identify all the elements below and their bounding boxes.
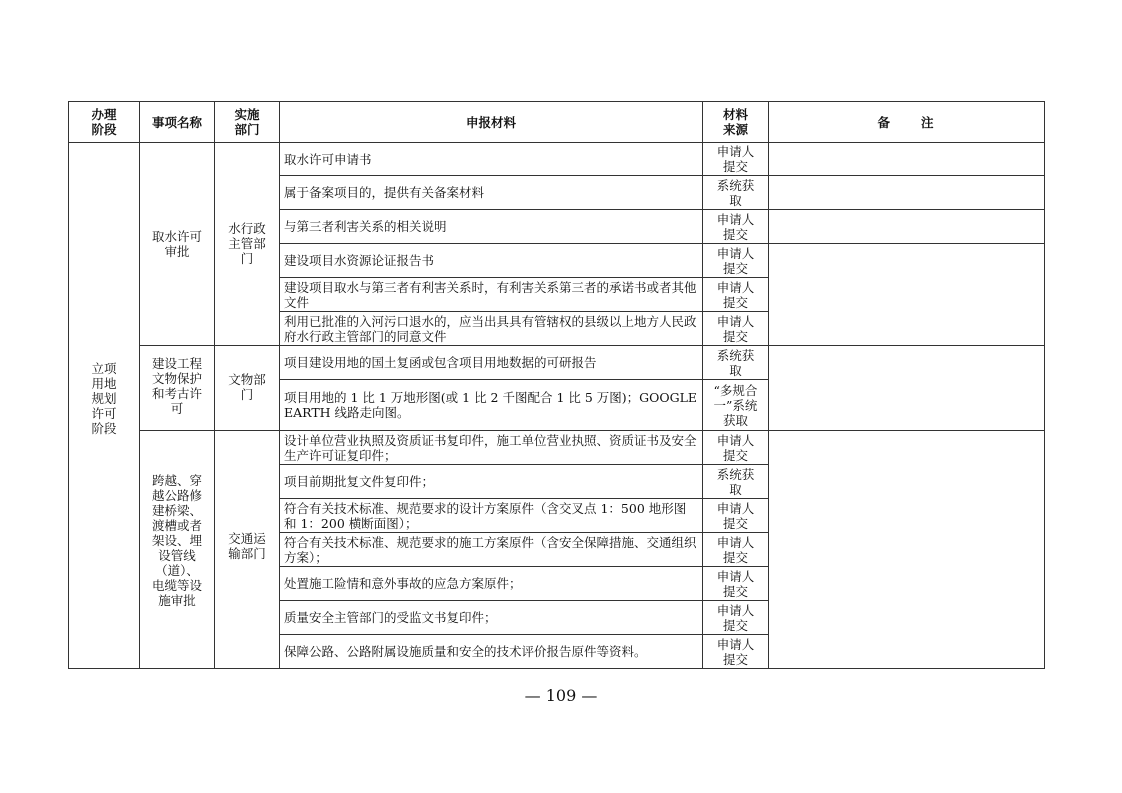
source-cell: “多规合 一”系统 获取 (703, 380, 769, 431)
source-cell: 申请人 提交 (703, 244, 769, 278)
item-name-cell: 取水许可 审批 (140, 143, 215, 346)
source-cell: 系统获 取 (703, 176, 769, 210)
header-stage: 办理 阶段 (69, 102, 140, 143)
page-number: — 109 — (524, 686, 598, 705)
approval-materials-table (68, 101, 1045, 669)
material-cell: 保障公路、公路附属设施质量和安全的技术评价报告原件等资料。 (280, 635, 703, 669)
header-item: 事项名称 (140, 102, 215, 143)
header-dept: 实施 部门 (215, 102, 280, 143)
header-source: 材料 来源 (703, 102, 769, 143)
source-cell: 申请人 提交 (703, 278, 769, 312)
source-cell: 系统获 取 (703, 346, 769, 380)
header-row (69, 102, 1045, 143)
source-cell: 申请人 提交 (703, 312, 769, 346)
dept-cell: 水行政 主管部 门 (215, 143, 280, 346)
material-cell: 处置施工险情和意外事故的应急方案原件； (280, 567, 703, 601)
material-cell: 与第三者利害关系的相关说明 (280, 210, 703, 244)
material-cell: 符合有关技术标准、规范要求的施工方案原件（含安全保障措施、交通组织方案）； (280, 533, 703, 567)
note-cell (769, 143, 1045, 176)
material-cell: 设计单位营业执照及资质证书复印件，施工单位营业执照、资质证书及安全生产许可证复印件； (280, 431, 703, 465)
material-cell: 利用已批准的入河污口退水的，应当出具具有管辖权的县级以上地方人民政府水行政主管部门的同意文件 (280, 312, 703, 346)
source-cell: 申请人 提交 (703, 533, 769, 567)
material-cell: 属于备案项目的，提供有关备案材料 (280, 176, 703, 210)
note-cell (769, 431, 1045, 669)
source-cell: 申请人 提交 (703, 431, 769, 465)
note-cell (769, 176, 1045, 210)
material-cell: 符合有关技术标准、规范要求的设计方案原件（含交叉点 1：500 地形图和 1：200 横断面图）； (280, 499, 703, 533)
material-cell: 项目前期批复文件复印件； (280, 465, 703, 499)
note-cell (769, 210, 1045, 244)
source-cell: 申请人 提交 (703, 635, 769, 669)
header-note: 备 注 (769, 102, 1045, 143)
material-cell: 建设项目水资源论证报告书 (280, 244, 703, 278)
source-cell: 申请人 提交 (703, 567, 769, 601)
material-cell: 项目用地的 1 比 1 万地形图(或 1 比 2 千图配合 1 比 5 万图)；GOOGLE EARTH 线路走向图。 (280, 380, 703, 431)
header-materials: 申报材料 (280, 102, 703, 143)
source-cell: 系统获 取 (703, 465, 769, 499)
table-row (69, 143, 1045, 176)
material-cell: 取水许可申请书 (280, 143, 703, 176)
note-cell (769, 346, 1045, 431)
item-name-cell: 跨越、穿 越公路修 建桥梁、 渡槽或者 架设、埋 设管线 （道）、 电缆等设 施审批 (140, 431, 215, 669)
material-cell: 建设项目取水与第三者有利害关系时，有利害关系第三者的承诺书或者其他文件 (280, 278, 703, 312)
material-cell: 质量安全主管部门的受监文书复印件； (280, 601, 703, 635)
table-row (69, 346, 1045, 380)
source-cell: 申请人 提交 (703, 499, 769, 533)
dept-cell: 交通运 输部门 (215, 431, 280, 669)
item-name-cell: 建设工程 文物保护 和考古许 可 (140, 346, 215, 431)
source-cell: 申请人 提交 (703, 601, 769, 635)
material-cell: 项目建设用地的国土复函或包含项目用地数据的可研报告 (280, 346, 703, 380)
stage-cell: 立项 用地 规划 许可 阶段 (69, 143, 140, 669)
table-row (69, 431, 1045, 465)
source-cell: 申请人 提交 (703, 143, 769, 176)
source-cell: 申请人 提交 (703, 210, 769, 244)
note-cell (769, 244, 1045, 346)
dept-cell: 文物部 门 (215, 346, 280, 431)
